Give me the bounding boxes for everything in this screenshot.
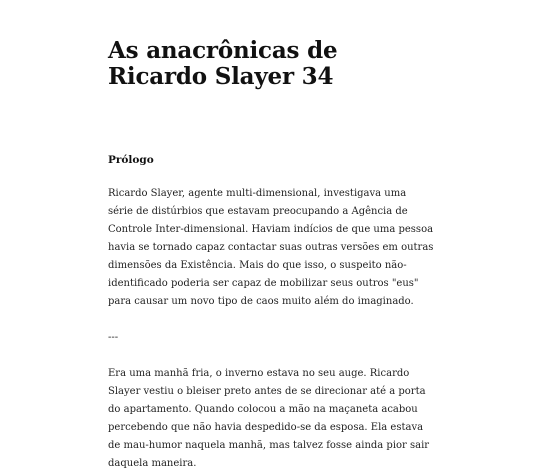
paragraph-intro: Ricardo Slayer, agente multi-dimensional, investigava uma série de distúrbios que estavam preocupando a Agência de Controle Inter-dimensional. Haviam indícios de que uma pessoa havia se tornado capaz contactar suas outras versões em outras dimensões da Existência. Mais do que isso, o suspeito não-identificado poderia ser capaz de mobilizar seus outros "eus" para causar um novo tipo de caos muito além do imaginado. [108,188,434,307]
document-page [108,38,434,473]
scene-separator: --- [108,332,119,343]
section-heading: Prólogo [108,154,154,166]
paragraph-scene: Era uma manhã fria, o inverno estava no seu auge. Ricardo Slayer vestiu o bleiser preto antes de se direcionar até a porta do apartamento. Quando colocou a mão na maçaneta acabou percebendo que não havia despedido-se da esposa. Ela estava de mau-humor naquela manhã, mas talvez fosse ainda pior sair daquela maneira. [108,368,430,469]
document-title: As anacrônicas de Ricardo Slayer 34 [108,37,338,90]
